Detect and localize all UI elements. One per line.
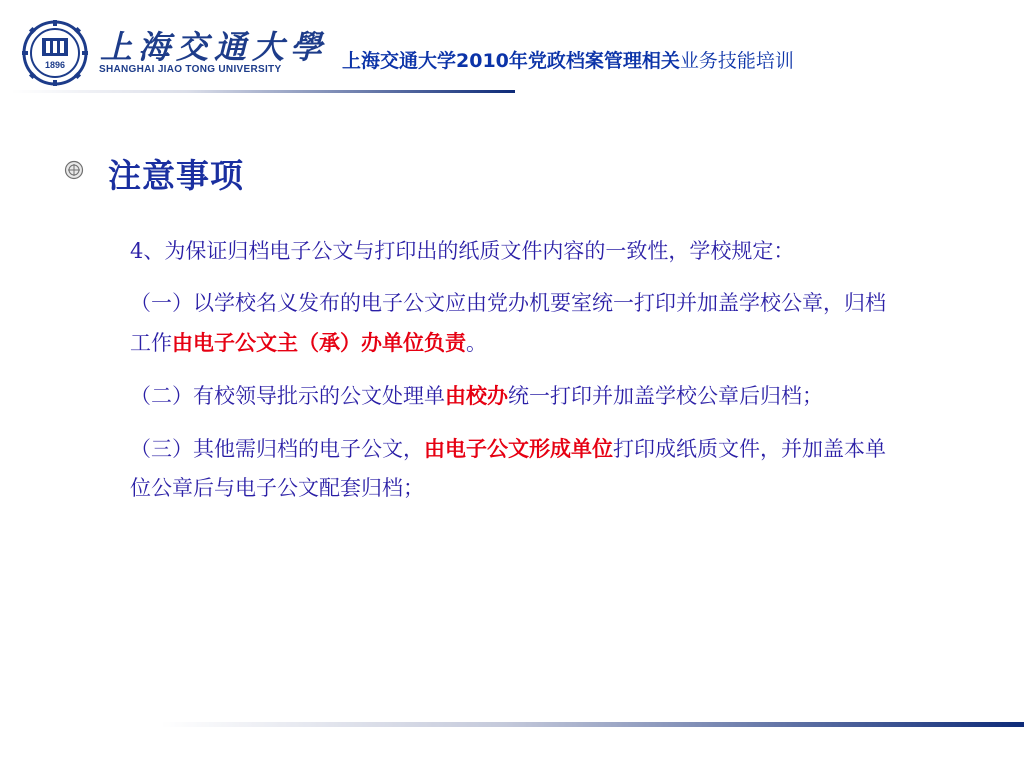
paragraph-item-3-highlight: 由电子公文形成单位 — [424, 436, 613, 461]
paragraph-intro-text: 4、为保证归档电子公文与打印出的纸质文件内容的一致性，学校规定： — [130, 239, 795, 263]
bullet-icon — [64, 160, 84, 184]
paragraph-intro — [130, 232, 890, 271]
header-title-normal: 业务技能培训 — [679, 50, 794, 72]
paragraph-item-1 — [130, 284, 890, 363]
paragraph-item-2-end: 统一打印并加盖学校公章后归档； — [508, 384, 823, 408]
header-divider — [10, 90, 515, 93]
university-seal-icon — [22, 20, 88, 90]
university-logo-english: SHANGHAI JIAO TONG UNIVERSITY — [99, 64, 282, 75]
paragraph-item-1-highlight: 由电子公文主（承）办单位负责 — [172, 330, 466, 355]
slide-header-title — [342, 48, 982, 74]
footer-divider — [160, 722, 1024, 727]
header-title-bold: 上海交通大学2010年党政档案管理相关 — [342, 50, 680, 72]
seal-year: 1896 — [44, 60, 66, 70]
paragraph-item-3-text: （三）其他需归档的电子公文， — [130, 437, 424, 461]
section-title: 注意事项 — [108, 156, 244, 195]
university-logo-wordmark: 上海交通大學 — [100, 28, 329, 66]
paragraph-item-2 — [130, 376, 890, 416]
paragraph-item-3 — [130, 429, 890, 508]
paragraph-item-2-highlight: 由校办 — [445, 383, 508, 408]
slide-body — [130, 232, 890, 521]
paragraph-item-3-end: 打印成纸质文件，并加盖本单位公章后与电子公文配套归档； — [130, 437, 886, 500]
paragraph-item-1-text: （一）以学校名义发布的电子公文应由党办机要室统一打印并加盖学校公章，归档工作 — [130, 291, 886, 355]
paragraph-item-2-text: （二）有校领导批示的公文处理单 — [130, 384, 445, 408]
paragraph-item-1-end: 。 — [466, 331, 487, 355]
